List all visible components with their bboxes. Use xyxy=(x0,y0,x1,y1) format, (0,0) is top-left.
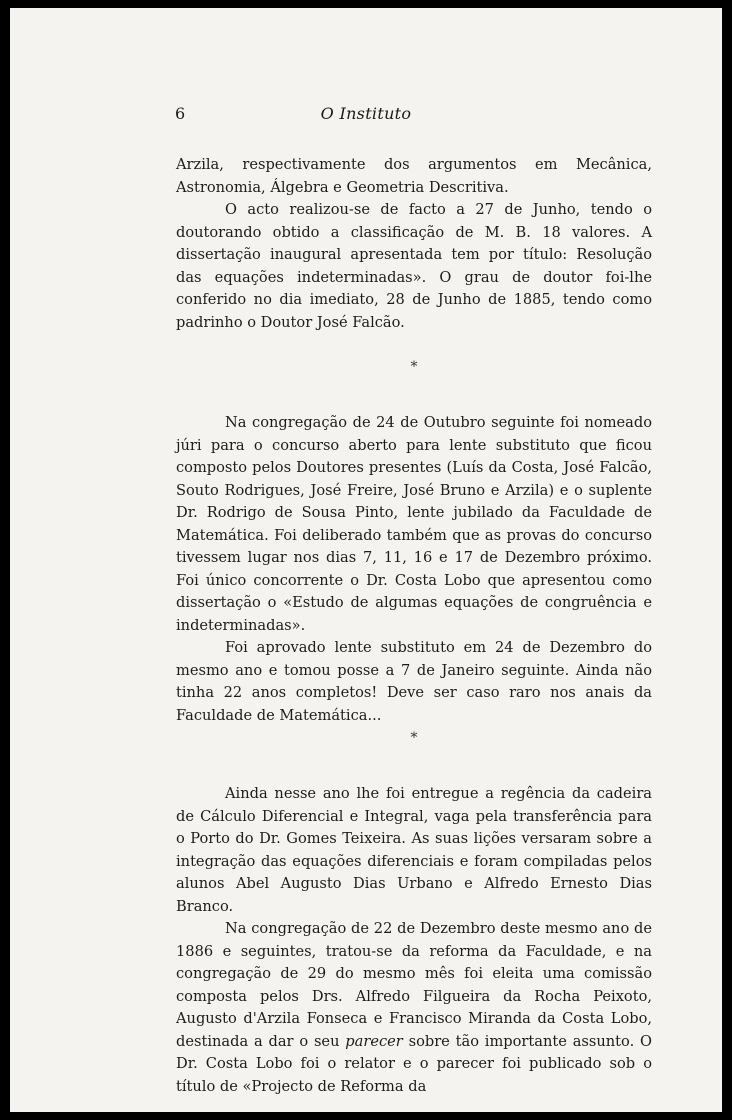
paragraph-text: sobre tão importante assunto. O Dr. Costa Lobo foi o relator e o parecer foi publicado sob o título de «Projecto de Reforma da xyxy=(176,1032,652,1095)
paragraph: O acto realizou-se de facto a 27 de Junho, tendo o doutorando obtido a classificação de M. B. 18 valores. A dissertação inaugural apresentada tem por título: Resolução das equações indeterminadas». O grau de doutor foi-lhe conferido no dia imediato, 28 de Junho de 1885, tendo como padrinho o Doutor José Falcão. xyxy=(176,201,652,331)
paragraph: Foi aprovado lente substituto em 24 de Dezembro do mesmo ano e tomou posse a 7 de Janeiro seguinte. Ainda não tinha 22 anos completos! Deve ser caso raro nos anais da Faculdade de Matemática... xyxy=(176,639,652,724)
page-body xyxy=(176,154,652,1098)
book-page xyxy=(10,8,722,1112)
paragraph: Arzila, respectivamente dos argumentos em Mecânica, Astronomia, Álgebra e Geometria Descritiva. xyxy=(176,156,652,196)
section-separator: * xyxy=(410,730,418,746)
page-header xyxy=(10,104,722,128)
paragraph xyxy=(176,918,652,1098)
section-separator: * xyxy=(410,359,418,375)
italic-term: parecer xyxy=(345,1032,403,1050)
paragraph: Ainda nesse ano lhe foi entregue a regência da cadeira de Cálculo Diferencial e Integral, vaga pela transferência para o Porto do Dr. Gomes Teixeira. As suas lições versaram sobre a integração das equações diferenciais e foram compiladas pelos alunos Abel Augusto Dias Urbano e Alfredo Ernesto Dias Branco. xyxy=(176,785,652,915)
running-title: O Instituto xyxy=(320,104,412,123)
page-number: 6 xyxy=(175,104,186,123)
paragraph-text: Na congregação de 22 de Dezembro deste mesmo ano de 1886 e seguintes, tratou-se da reforma da Faculdade, e na congregação de 29 do mesmo mês foi eleita uma comissão composta pelos Drs. Alfredo Filgueira da Rocha Peixoto, Augusto d'Arzila Fonseca e Francisco Miranda da Costa Lobo, destinada a dar o seu xyxy=(176,920,652,1050)
paragraph: Na congregação de 24 de Outubro seguinte foi nomeado júri para o concurso aberto para lente substituto que ficou composto pelos Doutores presentes (Luís da Costa, José Falcão, Souto Rodrigues, José Freire, José Bruno e Arzila) e o suplente Dr. Rodrigo de Sousa Pinto, lente jubilado da Faculdade de Matemática. Foi deliberado também que as provas do concurso tivessem lugar nos dias 7, 11, 16 e 17 de Dezembro próximo. Foi único concorrente o Dr. Costa Lobo que apresentou como dissertação o «Estudo de algumas equações de congruência e indeterminadas». xyxy=(176,414,652,634)
